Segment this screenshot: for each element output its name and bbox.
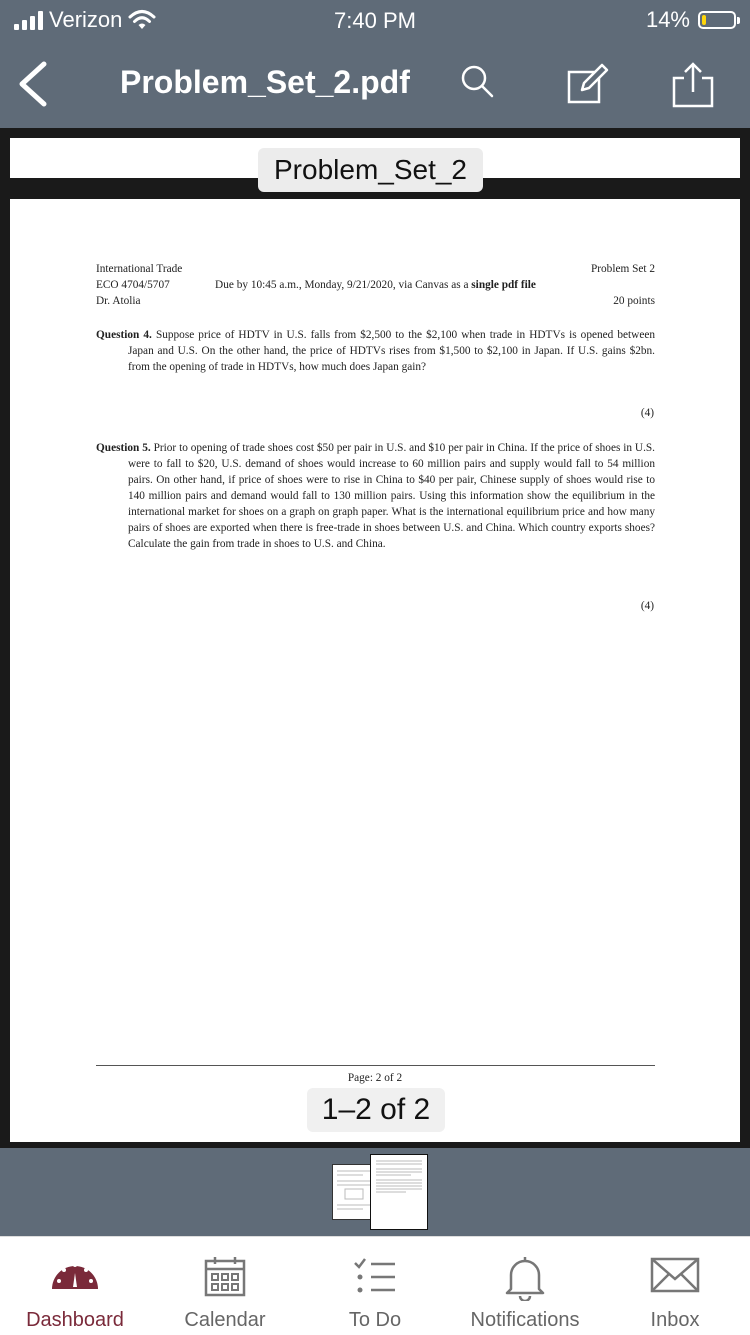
- tab-dashboard-label: Dashboard: [26, 1309, 124, 1331]
- share-icon[interactable]: [670, 62, 716, 110]
- back-chevron-icon[interactable]: [14, 60, 54, 108]
- question-5: [96, 440, 655, 552]
- calendar-icon: [203, 1255, 247, 1299]
- course-code: ECO 4704/5707: [96, 279, 170, 291]
- question-5-text: Prior to opening of trade shoes cost $50 per pair in U.S. and $10 per pair in China. If the price of shoes in U.S. were to fall to $20, U.S. demand of shoes would increase to 60 million pairs and supply would fall to 54 million pairs. On other hand, if price of shoes were to rise in China to $40 per pair, Chinese supply of shoes would rise to 140 million pairs and demand would fall to 130 million pairs. Using this information show the equilibrium in the international market for shoes on a graph on graph paper. What is the international equilibrium price and how many pairs of shoes are exported when there is free-trade in shoes between U.S. and China. Which country exports shoes? Calculate the gain from trade in shoes to U.S. and China.: [128, 442, 656, 550]
- battery-info: [646, 7, 736, 33]
- battery-icon: [698, 11, 736, 29]
- total-points: 20 points: [613, 295, 655, 307]
- course-name: International Trade: [96, 263, 183, 275]
- status-bar: [0, 0, 750, 40]
- question-4-text: Suppose price of HDTV in U.S. falls from $2,500 to the $2,100 when trade in HDTVs is opened between Japan and U.S. On the other hand, the price of HDTVs rises from $1,500 to $2,100 in Japan. If U.S. gains $2bn. from the opening of trade in HDTVs, how much does Japan gain?: [128, 329, 656, 373]
- tab-inbox[interactable]: [600, 1237, 750, 1335]
- set-name: Problem Set 2: [590, 263, 655, 275]
- document-title-badge: Problem_Set_2: [258, 148, 483, 192]
- edit-icon[interactable]: [566, 62, 610, 106]
- tab-inbox-label: Inbox: [650, 1309, 700, 1331]
- todo-icon: [353, 1255, 397, 1299]
- question-4-label: Question 4.: [96, 329, 152, 341]
- tab-todo-label: To Do: [348, 1309, 402, 1331]
- tab-notifications[interactable]: [450, 1237, 600, 1335]
- search-icon[interactable]: [460, 62, 496, 102]
- mail-icon: [650, 1255, 700, 1295]
- status-time: 7:40 PM: [334, 8, 416, 33]
- question-5-label: Question 5.: [96, 442, 151, 454]
- instructor: Dr. Atolia: [96, 295, 141, 307]
- carrier-name: Verizon: [49, 7, 123, 32]
- tab-todo[interactable]: [300, 1237, 450, 1335]
- battery-percent: 14%: [645, 7, 690, 32]
- page-thumbnail-2[interactable]: [370, 1154, 428, 1230]
- question-4-points: (4): [640, 407, 654, 419]
- pdf-viewer[interactable]: [0, 128, 750, 1148]
- tab-notifications-label: Notifications: [470, 1309, 580, 1331]
- top-header: [0, 0, 750, 128]
- tab-calendar-label: Calendar: [184, 1309, 266, 1331]
- due-text: Due by 10:45 a.m., Monday, 9/21/2020, via Canvas as a: [215, 279, 472, 291]
- set-info: [591, 261, 655, 309]
- bell-icon: [503, 1255, 547, 1301]
- page-count-badge: 1–2 of 2: [307, 1088, 445, 1132]
- due-format: single pdf file: [471, 279, 536, 291]
- nav-bar: [0, 50, 750, 120]
- pdf-page: [10, 199, 740, 1142]
- footer-divider: [96, 1065, 655, 1066]
- tab-dashboard[interactable]: [0, 1237, 150, 1335]
- document-filename: Problem_Set_2.pdf: [120, 64, 410, 100]
- due-date: [96, 277, 655, 293]
- question-5-points: (4): [640, 600, 654, 612]
- dashboard-icon: [50, 1255, 100, 1291]
- page-footer: Page: 2 of 2: [347, 1072, 403, 1084]
- question-4: [96, 327, 655, 375]
- tab-bar: [0, 1236, 750, 1335]
- tab-calendar[interactable]: [150, 1237, 300, 1335]
- page-thumbnail-strip: [0, 1148, 750, 1236]
